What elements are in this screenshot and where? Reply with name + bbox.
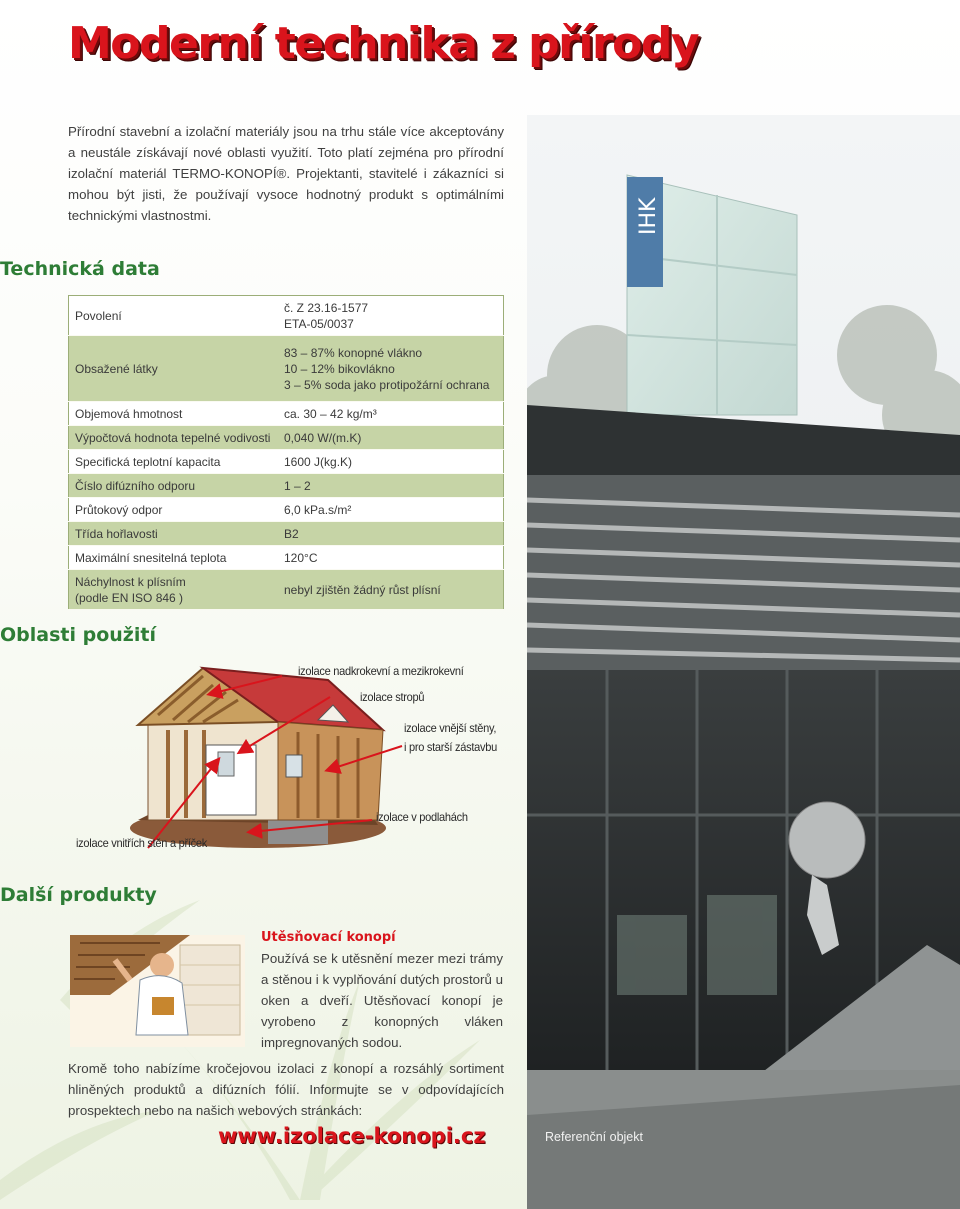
tech-value-line: 120°C [284, 550, 318, 565]
more-products-text: Kromě toho nabízíme kročejovou izolaci z konopí a rozsáhlý sortiment hliněných produktů a difúzních fólií. Informujte se v odpovídajících prospektech nebo na našich webových stránkách: [68, 1061, 504, 1118]
tech-row-key: Výpočtová hodnota tepelné vodivosti [69, 426, 279, 450]
reference-building-photo [527, 115, 960, 1209]
tech-row [69, 498, 504, 522]
tech-value-line: 0,040 W/(m.K) [284, 430, 362, 445]
tech-row-value [278, 474, 504, 498]
tech-row [69, 402, 504, 426]
label-floor-insulation: izolace v podlahách [376, 810, 468, 824]
tech-value-line: 10 – 12% bikovlákno [284, 361, 395, 376]
tech-row-key: Průtokový odpor [69, 498, 279, 522]
tech-value-line: ca. 30 – 42 kg/m³ [284, 406, 377, 421]
tech-row [69, 336, 504, 402]
tech-data-heading: Technická data [0, 258, 160, 280]
tech-row-key: Objemová hmotnost [69, 402, 279, 426]
worker-sealing-illustration [70, 935, 245, 1047]
tech-row [69, 426, 504, 450]
product-title: Utěsňovací konopí [261, 930, 396, 945]
tech-value-line: B2 [284, 526, 299, 541]
tech-data-table [68, 295, 504, 610]
product-description: Používá se k utěsnění mezer mezi trámy a stěnou i k vyplňování dutých prostorů u oken a dveří. Utěsňovací konopí je vyrobeno z konopných vláken impregnovaných sodou. [261, 951, 503, 1050]
tech-row-key: Specifická teplotní kapacita [69, 450, 279, 474]
tech-row [69, 522, 504, 546]
tech-row [69, 450, 504, 474]
label-ceiling-insulation: izolace stropů [360, 690, 425, 704]
usage-heading: Oblasti použití [0, 624, 156, 646]
tech-row-value [278, 570, 504, 610]
tech-row-value [278, 498, 504, 522]
page-title: Moderní technika z přírody [68, 18, 699, 69]
tech-value-line: 3 – 5% soda jako protipožární ochrana [284, 377, 490, 392]
building-sign: IHK [636, 197, 661, 235]
label-outer-walls-line2: i pro starší zástavbu [404, 740, 498, 754]
tech-row-value [278, 336, 504, 402]
tech-row-value [278, 450, 504, 474]
tech-value-line: 6,0 kPa.s/m² [284, 502, 352, 517]
tech-row [69, 296, 504, 336]
tech-row-key: Povolení [69, 296, 279, 336]
tech-row-value [278, 522, 504, 546]
intro-paragraph: Přírodní stavební a izolační materiály jsou na trhu stále více akceptovány a neustále získávají nové oblasti využití. Toto platí zejména pro přírodní izolační materiál TERMO-KONOPÍ®. Projektanti, stavitelé i zákazníci si mohou být jisti, že používají vysoce hodnotný produkt s optimálními technickými vlastnostmi. [68, 124, 504, 223]
tech-row-key: Náchylnost k plísním (podle EN ISO 846 ) [69, 570, 279, 610]
tech-row-value [278, 546, 504, 570]
tech-row-key: Obsažené látky [69, 336, 279, 402]
tech-value-line: č. Z 23.16-1577 [284, 300, 369, 315]
label-roof-insulation: izolace nadkrokevní a mezikrokevní [298, 664, 464, 678]
label-outer-walls-line1: izolace vnější stěny, [404, 721, 497, 735]
tech-row [69, 474, 504, 498]
tech-row-key: Třída hořlavosti [69, 522, 279, 546]
website-link[interactable]: www.izolace-konopi.cz [218, 1124, 486, 1148]
products-heading: Další produkty [0, 884, 157, 906]
tech-row-key: Maximální snesitelná teplota [69, 546, 279, 570]
tech-row [69, 570, 504, 610]
photo-caption: Referenční objekt [545, 1130, 643, 1144]
tech-value-line: 1600 J(kg.K) [284, 454, 353, 469]
tech-value-line: 1 – 2 [284, 478, 311, 493]
tech-row-value [278, 402, 504, 426]
tech-value-line: 83 – 87% konopné vlákno [284, 345, 423, 360]
tech-value-line: ETA-05/0037 [284, 316, 354, 331]
tech-row-value [278, 426, 504, 450]
label-inner-walls: izolace vnitřích stěn a příček [76, 836, 208, 850]
house-cutaway-illustration [118, 660, 388, 850]
tech-value-line: nebyl zjištěn žádný růst plísní [284, 582, 441, 597]
tech-row-key: Číslo difúzního odporu [69, 474, 279, 498]
tech-row-value [278, 296, 504, 336]
tech-row [69, 546, 504, 570]
